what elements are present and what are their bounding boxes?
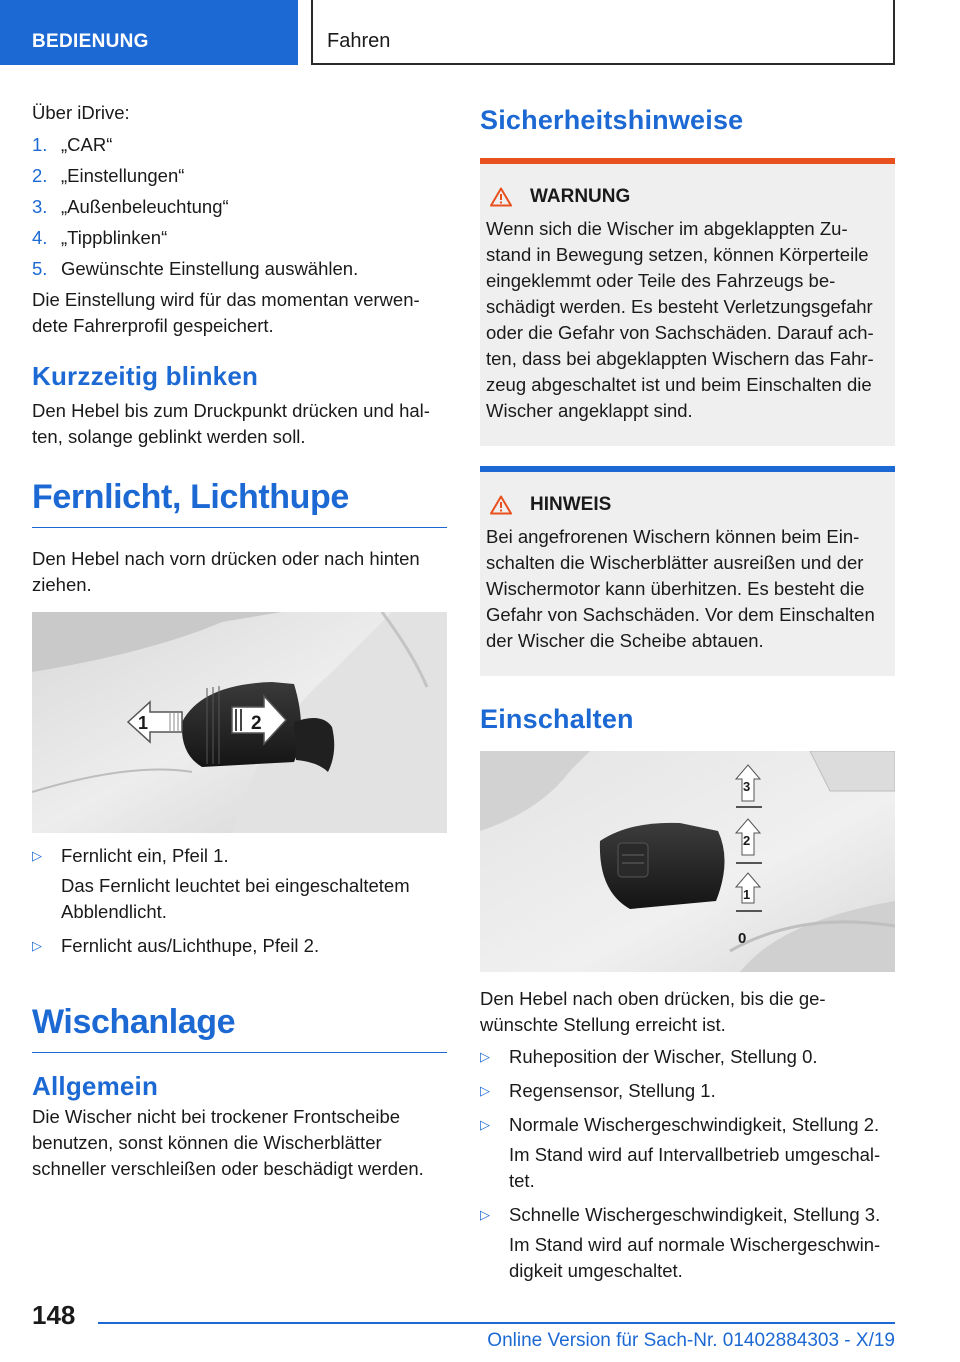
- warning-triangle-icon: [490, 187, 512, 207]
- warning-box: [480, 158, 895, 446]
- left-column: [32, 100, 447, 1186]
- list-item: ▷ Normale Wischergeschwindigkeit, Stellung 2. Im Stand wird auf Intervallbetrieb umgeschal-tet.: [480, 1112, 895, 1194]
- list-item: ▷ Fernlicht aus/Lichthupe, Pfeil 2.: [32, 933, 447, 959]
- step-item: 5. Gewünschte Einstellung auswählen.: [32, 258, 359, 279]
- hint-text: Bei angefrorenen Wischern können beim Ein-schalten die Wischerblätter ausreißen und der Wischermotor kann überhitzen. Es besteht die Gefahr von Sachschäden. Vor dem Einschalten der Wischer die Scheibe abtauen.: [486, 526, 875, 651]
- fernlicht-list: [32, 843, 447, 959]
- warning-text: Wenn sich die Wischer im abgeklappten Zu-stand in Bewegung setzen, können Körperteile eingeklemmt oder Teile des Fahrzeugs be-schädigt werden. Es besteht Verletzungsgefahr oder die Gefahr von Sachschäden. Darauf ach-ten, dass bei abgeklappten Wischern das Fahr-zeug abgeschaltet ist und beim Einschalten die Wischer angeklappt sind.: [486, 218, 874, 421]
- kurzzeitig-text: Den Hebel bis zum Druckpunkt drücken und hal-ten, solange geblinkt werden soll.: [32, 400, 430, 447]
- hint-title: HINWEIS: [530, 494, 612, 515]
- fernlicht-lever-illustration: [32, 612, 447, 833]
- arrow-label-1: 1: [138, 713, 149, 733]
- heading-fernlicht: Fernlicht, Lichthupe: [32, 478, 447, 528]
- list-item: ▷ Schnelle Wischergeschwindigkeit, Stellung 3. Im Stand wird auf normale Wischergeschwin-digkeit umgeschaltet.: [480, 1202, 895, 1284]
- step-item: 4. „Tippblinken“: [32, 227, 168, 248]
- footer-rule: [98, 1322, 895, 1324]
- einschalten-text: Den Hebel nach oben drücken, bis die ge-wünschte Stellung erreicht ist.: [480, 988, 826, 1035]
- heading-kurzzeitig-blinken: Kurzzeitig blinken: [32, 361, 259, 391]
- heading-einschalten: Einschalten: [480, 704, 634, 734]
- einschalten-list: [480, 1044, 895, 1284]
- position-label-2: 2: [743, 833, 751, 848]
- triangle-bullet-icon: ▷: [480, 1083, 490, 1098]
- list-item: ▷ Fernlicht ein, Pfeil 1. Das Fernlicht leuchtet bei eingeschaltetem Abblendlicht.: [32, 843, 447, 925]
- profile-note: Die Einstellung wird für das momentan verwen-dete Fahrerprofil gespeichert.: [32, 289, 420, 336]
- idrive-steps: [32, 132, 447, 282]
- chapter-tab: [311, 0, 895, 65]
- heading-sicherheitshinweise: Sicherheitshinweise: [480, 105, 744, 135]
- fernlicht-text: Den Hebel nach vorn drücken oder nach hinten ziehen.: [32, 548, 420, 595]
- arrow-label-2: 2: [251, 713, 262, 734]
- list-item: ▷ Regensensor, Stellung 1.: [480, 1078, 895, 1104]
- position-label-3: 3: [743, 779, 751, 794]
- heading-allgemein: Allgemein: [32, 1071, 159, 1101]
- position-label-1: 1: [743, 887, 751, 902]
- triangle-bullet-icon: ▷: [32, 848, 42, 863]
- triangle-bullet-icon: ▷: [32, 938, 42, 953]
- step-item: 2. „Einstellungen“: [32, 165, 185, 186]
- warning-title: WARNUNG: [530, 186, 631, 207]
- right-column: [480, 103, 895, 1292]
- wiper-lever-drawing: [480, 751, 895, 972]
- triangle-bullet-icon: ▷: [480, 1117, 490, 1132]
- chapter-label: Fahren: [327, 30, 391, 52]
- heading-wischanlage: Wischanlage: [32, 1003, 447, 1053]
- lever-drawing: [32, 612, 447, 833]
- step-item: 1. „CAR“: [32, 134, 113, 155]
- triangle-bullet-icon: ▷: [480, 1207, 490, 1222]
- allgemein-text: Die Wischer nicht bei trockener Frontscheibe benutzen, sonst können die Wischerblätter schneller verschleißen oder beschädigt werden.: [32, 1106, 424, 1179]
- section-tab: [0, 0, 298, 65]
- page-number: 148: [32, 1300, 76, 1330]
- idrive-intro: Über iDrive:: [32, 102, 130, 123]
- wiper-lever-illustration: [480, 751, 895, 972]
- position-label-0: 0: [738, 930, 747, 947]
- hint-triangle-icon: [490, 495, 512, 515]
- triangle-bullet-icon: ▷: [480, 1049, 490, 1064]
- step-item: 3. „Außenbeleuchtung“: [32, 196, 229, 217]
- section-label: BEDIENUNG: [32, 31, 149, 52]
- list-item: ▷ Ruheposition der Wischer, Stellung 0.: [480, 1044, 895, 1070]
- footer-version: Online Version für Sach-Nr. 01402884303 - X/19: [487, 1330, 895, 1351]
- hint-box: [480, 466, 895, 676]
